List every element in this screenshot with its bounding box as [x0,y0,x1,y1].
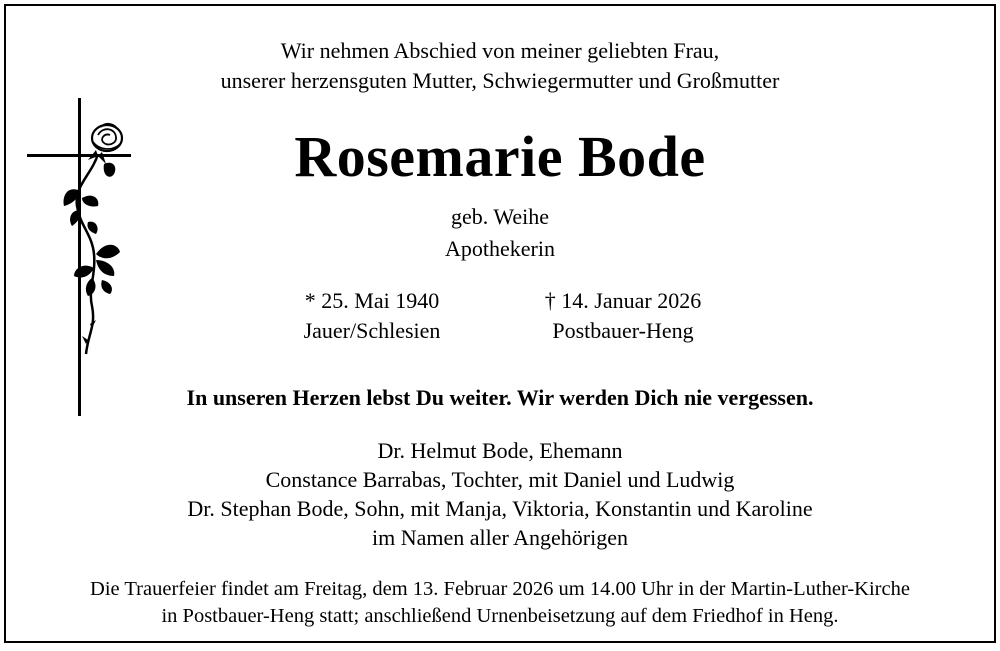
obituary-notice [4,4,996,643]
family-member: Constance Barrabas, Tochter, mit Daniel und Ludwig [265,467,735,492]
intro-text [6,36,994,96]
maiden-name: geb. Weihe [450,204,549,229]
profession: Apothekerin [445,236,555,261]
life-dates [6,286,994,350]
death-place: Postbauer-Heng [552,318,694,343]
birth-info [242,286,502,346]
death-date: † 14. Januar 2026 [544,288,702,313]
intro-line-1: Wir nehmen Abschied von meiner geliebten Frau, [280,38,720,63]
family-member: Dr. Stephan Bode, Sohn, mit Manja, Viktoria, Konstantin und Karoline [187,496,813,521]
family-closing: im Namen aller Angehörigen [372,525,628,550]
birth-place: Jauer/Schlesien [303,318,441,343]
deceased-name: Rosemarie Bode [294,124,706,189]
ceremony-line-1: Die Trauerfeier findet am Freitag, dem 13. Februar 2026 um 14.00 Uhr in der Martin-Luther-Kirche [90,578,910,600]
death-info [493,286,753,346]
ceremony-line-2: in Postbauer-Heng statt; anschließend Urnenbeisetzung auf dem Friedhof in Heng. [161,605,839,627]
family-member: Dr. Helmut Bode, Ehemann [377,438,623,463]
birth-date: * 25. Mai 1940 [304,288,440,313]
ceremony-info [6,576,994,630]
intro-line-2: unserer herzensguten Mutter, Schwiegermutter und Großmutter [220,68,780,93]
family-list [6,436,994,552]
motto: In unseren Herzen lebst Du weiter. Wir werden Dich nie vergessen. [186,385,814,410]
